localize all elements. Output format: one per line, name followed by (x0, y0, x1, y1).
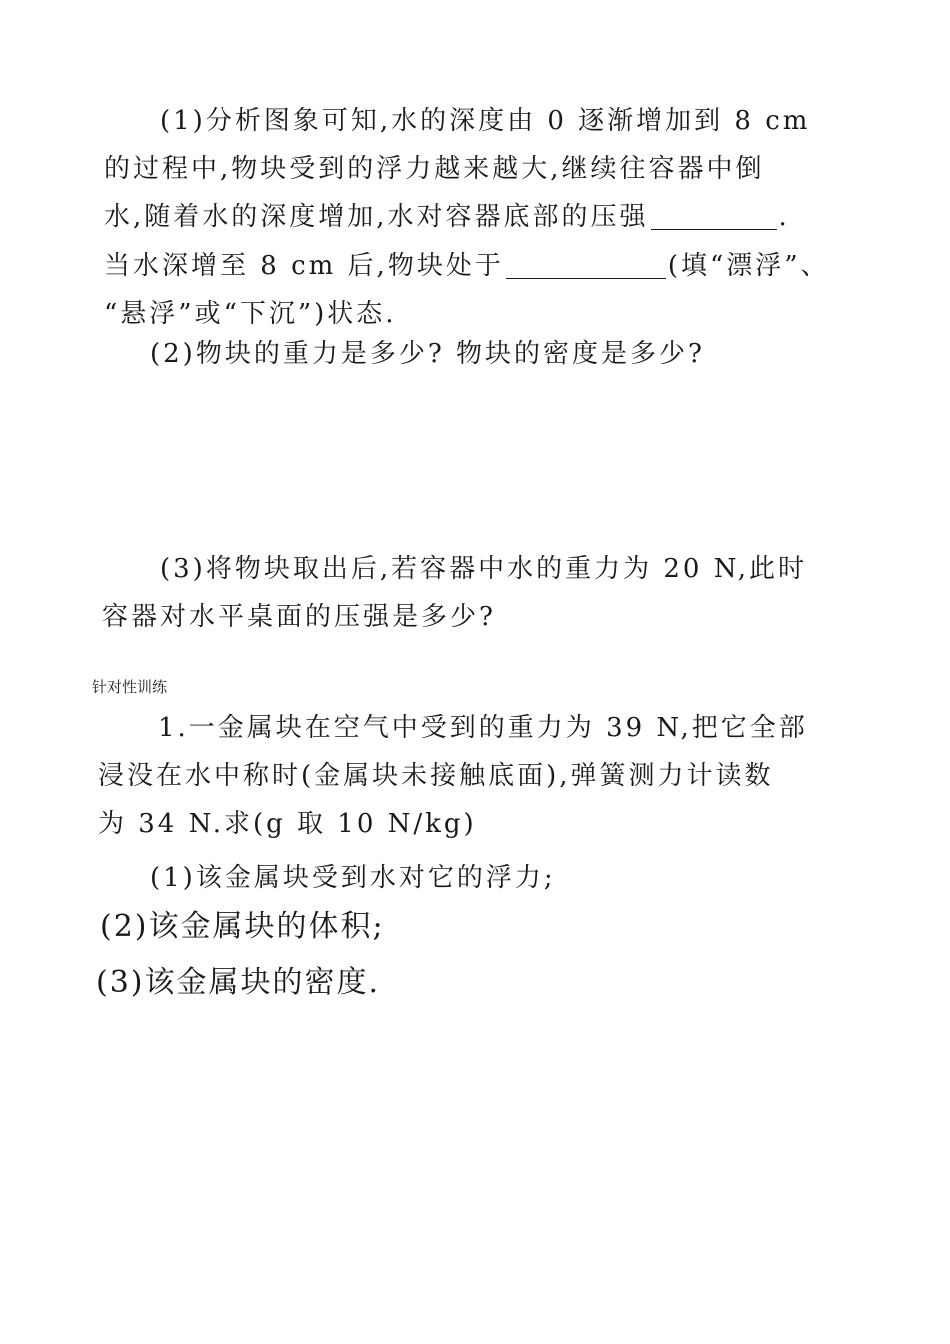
exercise1-sub2: (2)该金属块的体积; (100, 909, 385, 944)
answer-blank-pressure[interactable] (651, 205, 777, 230)
part1-line4 (104, 253, 830, 279)
exercise1-sub1: (1)该金属块受到水对它的浮力; (150, 863, 556, 893)
part1-line3-text: 水,随着水的深度增加,水对容器底部的压强 (104, 202, 649, 232)
exercise1-sub3: (3)该金属块的密度. (96, 965, 381, 1000)
part1-line2: 的过程中,物块受到的浮力越来越大,继续往容器中倒 (104, 154, 765, 184)
exercise1-line2: 浸没在水中称时(金属块未接触底面),弹簧测力计读数 (98, 761, 774, 791)
part1-line3-period: . (778, 202, 790, 232)
section-label: 针对性训练 (92, 678, 168, 696)
part1-line4-hint: (填“漂浮”、 (667, 251, 830, 281)
part1-question3-line1: (3)将物块取出后,若容器中水的重力为 20 N,此时 (160, 554, 808, 584)
part1-line1: (1)分析图象可知,水的深度由 0 逐渐增加到 8 cm (160, 106, 811, 136)
part1-question3-line2: 容器对水平桌面的压强是多少? (102, 602, 496, 632)
answer-blank-state[interactable] (506, 254, 666, 279)
part1-line4-text: 当水深增至 8 cm 后,物块处于 (104, 251, 504, 281)
part1-question2: (2)物块的重力是多少? 物块的密度是多少? (150, 339, 705, 369)
exercise1-line1: 1.一金属块在空气中受到的重力为 39 N,把它全部 (158, 713, 808, 743)
part1-line3 (104, 204, 790, 230)
exercise1-line3: 为 34 N.求(g 取 10 N/kg) (98, 809, 477, 839)
part1-line5: “悬浮”或“下沉”)状态. (104, 299, 397, 329)
